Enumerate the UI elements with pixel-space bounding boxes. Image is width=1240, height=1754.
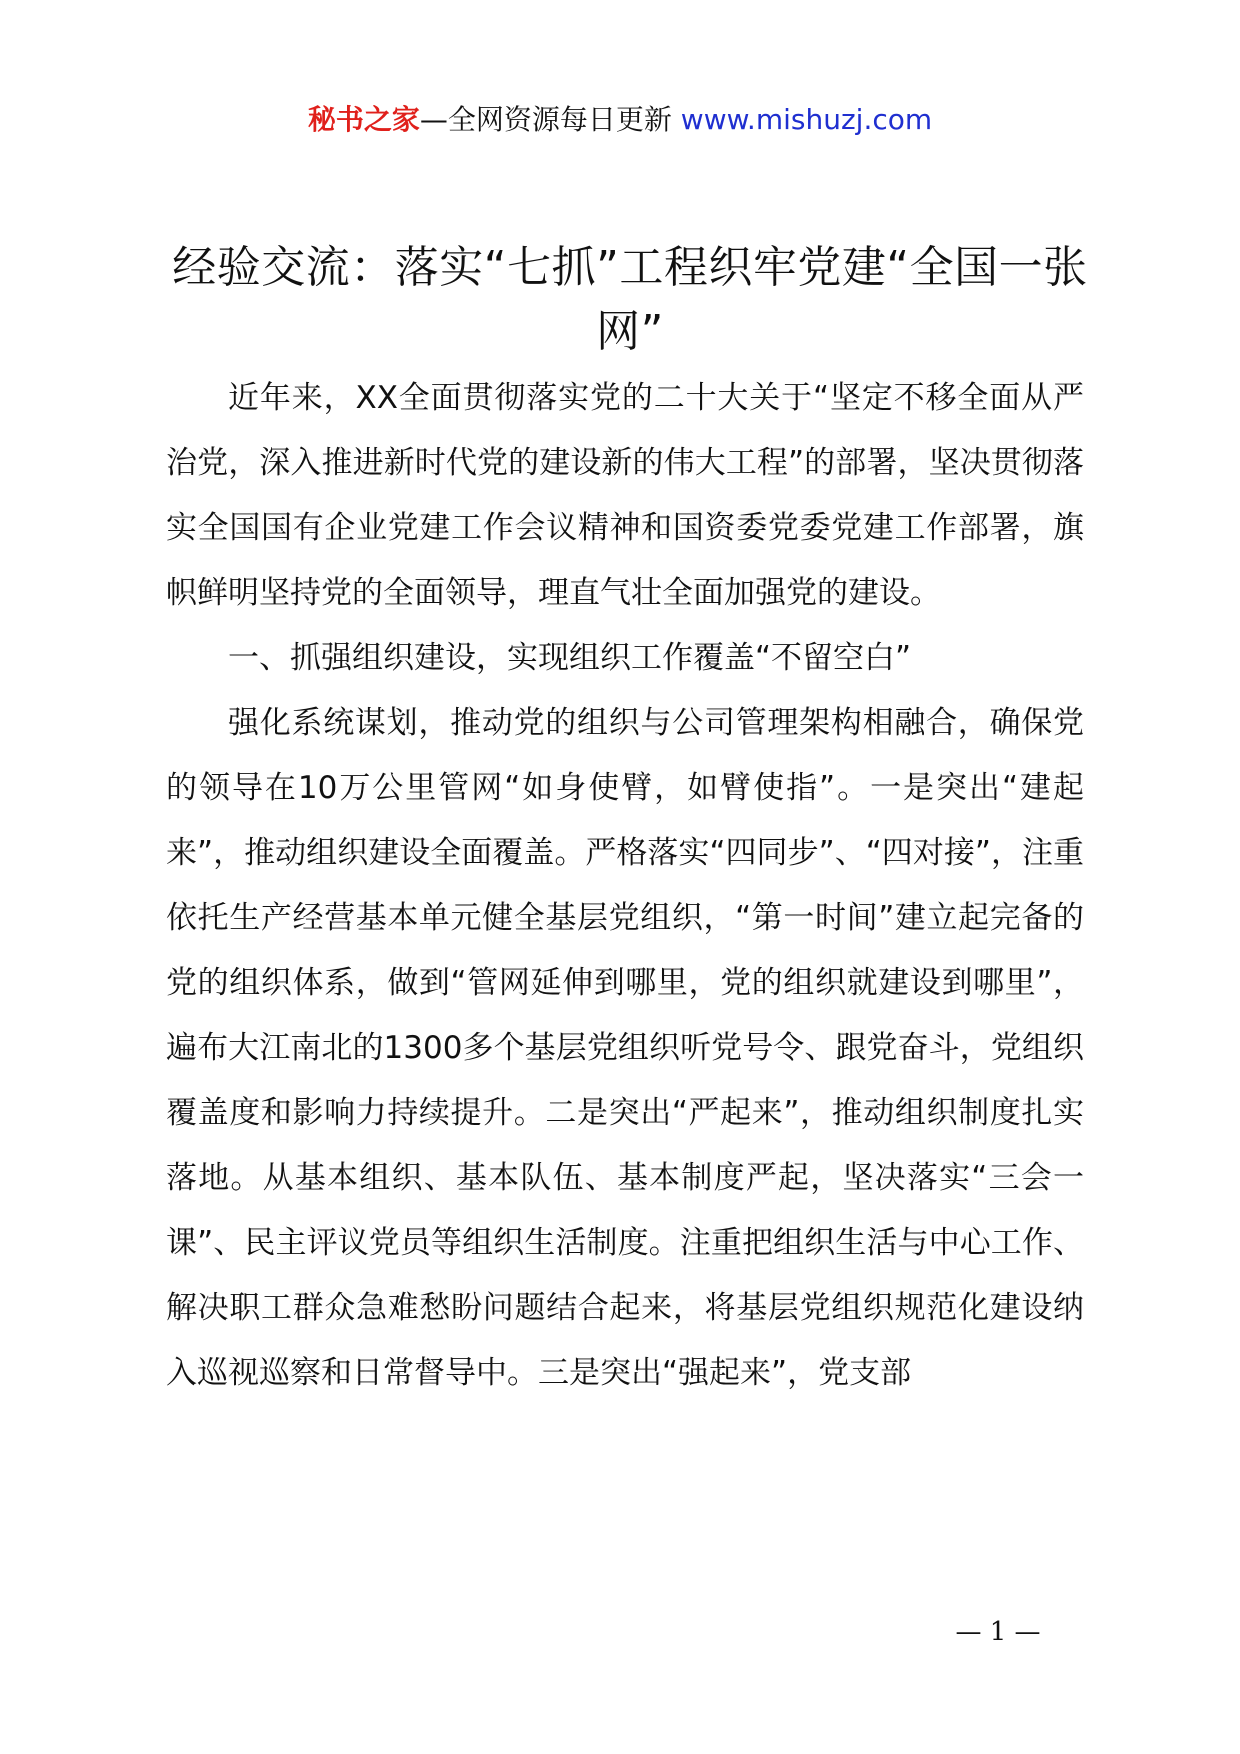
site-url-link[interactable]: www.mishuzj.com bbox=[680, 103, 933, 136]
brand-name: 秘书之家 bbox=[307, 103, 420, 136]
body-paragraph: 强化系统谋划，推动党的组织与公司管理架构相融合，确保党的领导在10万公里管网“如身使臂，如臂使指”。一是突出“建起来”，推动组织建设全面覆盖。严格落实“四同步”、“四对接”，注重依托生产经营基本单元健全基层党组织，“第一时间”建立起完备的党的组织体系，做到“管网延伸到哪里，党的组织就建设到哪里”，遍布大江南北的1300多个基层党组织听党号令、跟党奋斗，党组织覆盖度和影响力持续提升。二是突出“严起来”，推动组织制度扎实落地。从基本组织、基本队伍、基本制度严起，坚决落实“三会一课”、民主评议党员等组织生活制度。注重把组织生活与中心工作、解决职工群众急难愁盼问题结合起来，将基层党组织规范化建设纳入巡视巡察和日常督导中。三是突出“强起来”，党支部 bbox=[166, 705, 1084, 1391]
page-number: — 1 — bbox=[955, 1617, 1041, 1647]
document-title: 经验交流：落实“七抓”工程织牢党建“全国一张网” bbox=[172, 242, 1088, 357]
header-tagline: —全网资源每日更新 bbox=[419, 103, 672, 136]
header-banner bbox=[0, 100, 1240, 140]
intro-paragraph: 近年来，XX全面贯彻落实党的二十大关于“坚定不移全面从严治党，深入推进新时代党的建设新的伟大工程”的部署，坚决贯彻落实全国国有企业党建工作会议精神和国资委党委党建工作部署，旗帜鲜明坚持党的全面领导，理直气壮全面加强党的建设。 bbox=[166, 380, 1084, 611]
document-body bbox=[166, 366, 1084, 1406]
section-heading: 一、抓强组织建设，实现组织工作覆盖“不留空白” bbox=[228, 640, 912, 676]
